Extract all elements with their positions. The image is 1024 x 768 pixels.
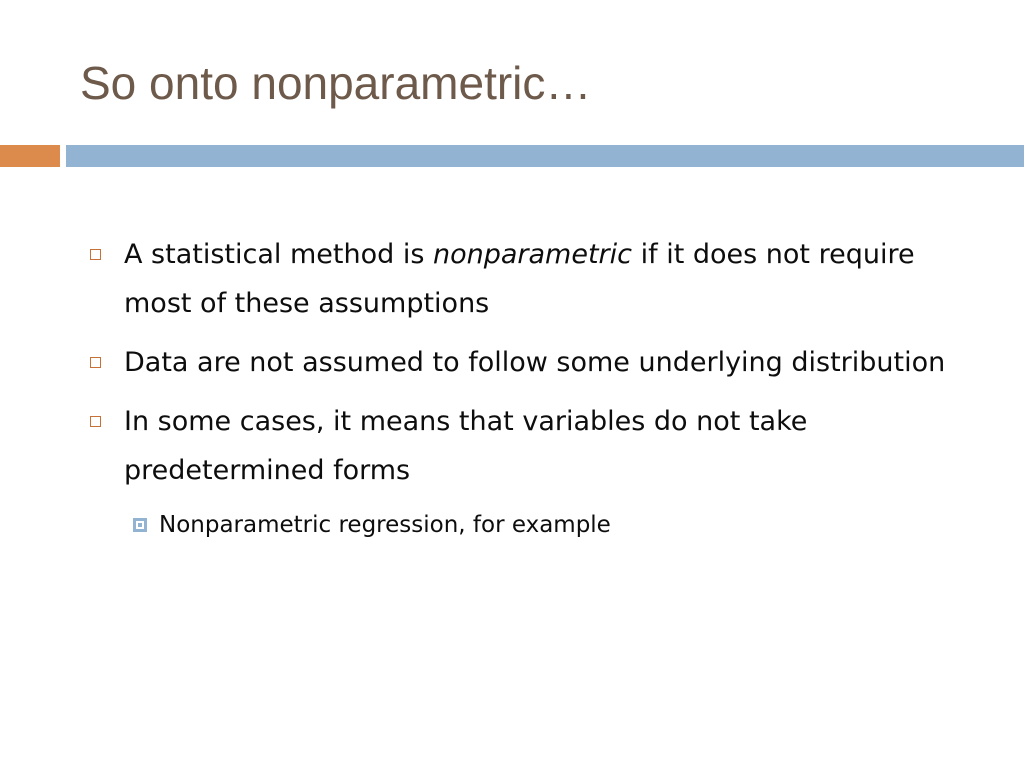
filled-square-bullet-icon xyxy=(133,518,147,532)
hollow-square-bullet-icon xyxy=(90,357,101,368)
bullet-1-text-after: if it does not require most of these assumptions xyxy=(124,239,915,319)
bullet-1-text-before: A statistical method is xyxy=(124,239,433,270)
hollow-square-bullet-icon xyxy=(90,416,101,427)
bullet-list xyxy=(86,230,966,545)
bullet-item-2 xyxy=(86,338,966,387)
bullet-item-3 xyxy=(86,397,966,495)
accent-bar-orange xyxy=(0,145,60,167)
slide-title: So onto nonparametric… xyxy=(80,57,592,109)
sub-bullet-item-1 xyxy=(130,505,966,545)
bullet-2-text: Data are not assumed to follow some underlying distribution xyxy=(124,347,946,378)
hollow-square-bullet-icon xyxy=(90,249,101,260)
sub-bullet-1-text: Nonparametric regression, for example xyxy=(159,512,611,538)
bullet-1-emphasis: nonparametric xyxy=(432,239,633,270)
bullet-3-text: In some cases, it means that variables do not take predetermined forms xyxy=(124,406,808,486)
accent-bar-blue xyxy=(66,145,1024,167)
bullet-item-1 xyxy=(86,230,966,328)
